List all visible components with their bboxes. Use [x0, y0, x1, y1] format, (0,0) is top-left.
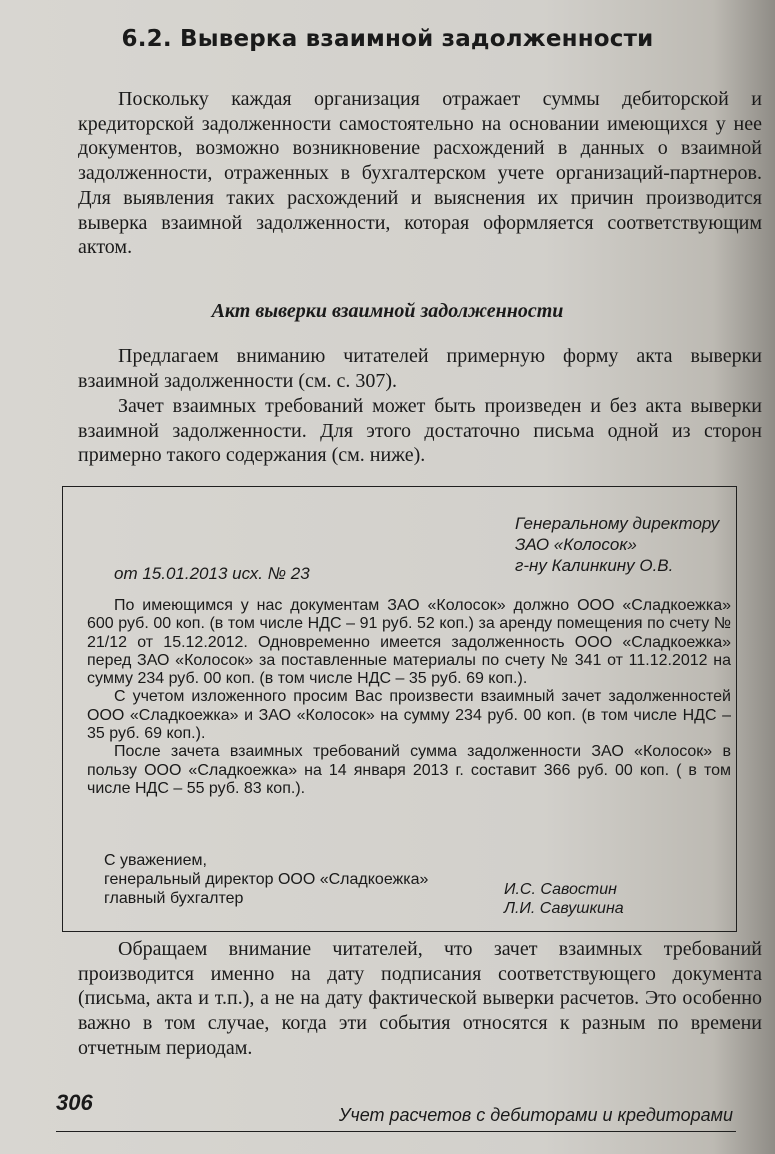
section-heading: 6.2. Выверка взаимной задолженности [121, 26, 654, 52]
footer-divider [56, 1131, 736, 1132]
paragraph-offset-letter [78, 394, 762, 468]
intro-paragraph [78, 87, 762, 260]
signer-1-name: И.С. Савостин [504, 881, 617, 898]
paragraph-act-form-text: Предлагаем вниманию читателей примерную форму акта выверки взаимной задолженности (см. с. 307). [78, 345, 762, 392]
letter-signers [504, 880, 624, 918]
addressee-line-1: Генеральному директору [515, 514, 720, 533]
addressee-line-2: ЗАО «Колосок» [515, 535, 637, 554]
subsection-heading: Акт выверки взаимной задолженности [211, 300, 564, 322]
page-number: 306 [56, 1090, 93, 1115]
letter-body-paragraph-3: После зачета взаимных требований сумма задолженности ЗАО «Колосок» в пользу ООО «Сладкоежка» на 14 января 2013 г. составит 366 руб. 00 коп. ( в том числе НДС – 55 руб. 83 коп.). [87, 743, 731, 797]
paragraph-offset-letter-text: Зачет взаимных требований может быть произведен и без акта выверки взаимной задолженности. Для этого достаточно письма одной из сторон примерно такого содержания (см. ниже). [78, 395, 762, 467]
paragraph-offset-date-text: Обращаем внимание читателей, что зачет взаимных требований производится именно на дату подписания соответствующего документа (письма, акта и т.п.), а не на дату фактической выверки расчетов. Это особенно важно в том случае, когда эти события относятся к разным по времени отчетным периодам. [78, 938, 762, 1059]
letter-body-paragraph-2: С учетом изложенного просим Вас произвести взаимный зачет задолженностей ООО «Сладкоежка» и ЗАО «Колосок» на сумму 234 руб. 00 коп. (в том числе НДС – 35 руб. 69 коп.). [87, 688, 731, 743]
paragraph-act-form [78, 344, 762, 393]
sample-letter-box [62, 486, 737, 932]
letter-body [87, 597, 731, 798]
signer-2-name: Л.И. Савушкина [504, 900, 624, 917]
signer-2-title: главный бухгалтер [104, 890, 244, 907]
signer-1-title: генеральный директор ООО «Сладкоежка» [104, 871, 429, 888]
intro-paragraph-text: Поскольку каждая организация отражает суммы дебиторской и кредиторской задолженности самостоятельно на основании имеющихся у нее документов, возможно возникновение расхождений в данных о взаимной задолженности, отраженных в бухгалтерском учете организаций-партнеров. Для выявления таких расхождений и выяснения их причин производится выверка взаимной задолженности, которая оформляется соответствующим актом. [78, 88, 762, 259]
paragraph-offset-date [78, 937, 762, 1061]
letter-closing [104, 851, 428, 908]
running-title: Учет расчетов с дебиторами и кредиторами [338, 1105, 733, 1125]
closing-phrase: С уважением, [104, 852, 207, 869]
letter-addressee [515, 513, 719, 576]
letter-body-paragraph-1: По имеющимся у нас документам ЗАО «Колосок» должно ООО «Сладкоежка» 600 руб. 00 коп. (в том числе НДС – 91 руб. 52 коп.) за аренду помещения по счету № 21/12 от 15.12.2012. Одновременно имеется задолженность ООО «Сладкоежка» перед ЗАО «Колосок» за поставленные материалы по счету № 341 от 11.12.2012 на сумму 234 руб. 00 коп. (в том числе НДС – 35 руб. 69 коп.). [87, 597, 731, 688]
addressee-line-3: г-ну Калинкину О.В. [515, 556, 674, 575]
letter-reference: от 15.01.2013 исх. № 23 [114, 564, 310, 583]
